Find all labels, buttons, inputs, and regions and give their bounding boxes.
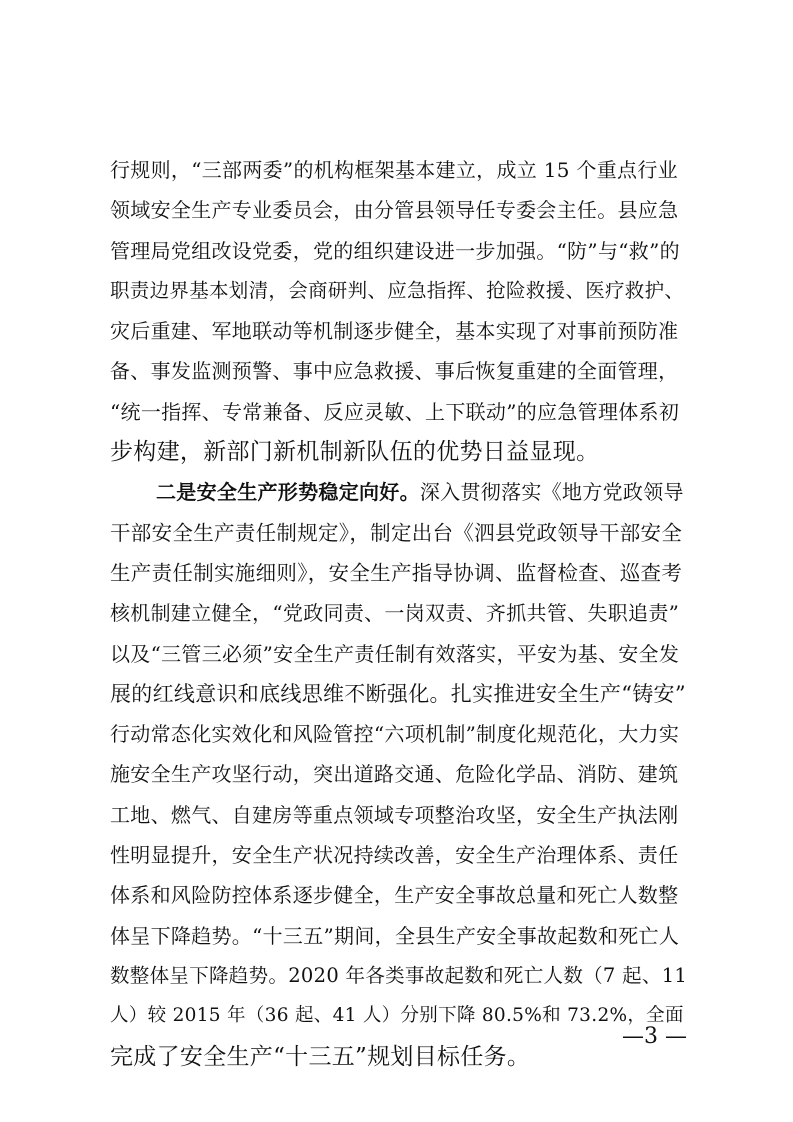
text-line: 步构建，新部门新机制新队伍的优势日益显现。 (110, 439, 600, 466)
text-line: 核机制建立健全，“党政同责、一岗双责、齐抓共管、失职追责” (110, 601, 680, 626)
text-line: “统一指挥、专常兼备、反应灵敏、上下联动”的应急管理体系初 (110, 399, 680, 424)
text-line: 备、事发监测预警、事中应急救援、事后恢复重建的全面管理， (110, 359, 679, 384)
text-line: 以及“三管三必须”安全生产责任制有效落实，平安为基、安全发 (110, 641, 680, 666)
body-text (110, 150, 690, 1077)
text-line: 职责边界基本划清，会商研判、应急指挥、抢险救援、医疗救护、 (110, 278, 685, 302)
text-line: 数整体呈下降趋势。2020 年各类事故起数和死亡人数（7 起、11 (110, 963, 688, 987)
text-line: 干部安全生产责任制规定》，制定出台《泗县党政领导干部安全 (110, 520, 683, 545)
text-line: 行动常态化实效化和风险管控“六项机制”制度化规范化，大力实 (110, 722, 680, 747)
text-line: 工地、燃气、自建房等重点领域专项整治攻坚，安全生产执法刚 (110, 802, 679, 827)
text-line: 体系和风险防控体系逐步健全，生产安全事故总量和死亡人数整 (110, 883, 679, 908)
text-line: 灾后重建、军地联动等机制逐步健全，基本实现了对事前预防准 (110, 319, 679, 344)
text-line: 管理局党组改设党委，党的组织建设进一步加强。“防”与“救”的 (110, 238, 680, 263)
page-number: —3 — (622, 1024, 687, 1049)
text-line: 领域安全生产专业委员会，由分管县领导任专委会主任。县应急 (110, 198, 679, 223)
text-line: 展的红线意识和底线思维不断强化。扎实推进安全生产“铸安” (110, 681, 686, 706)
paragraph-first-line (110, 472, 690, 512)
text-line: 体呈下降趋势。“十三五”期间，全县生产安全事故起数和死亡人 (110, 923, 680, 948)
text-line: 施安全生产攻坚行动，突出道路交通、危险化学品、消防、建筑 (110, 762, 679, 787)
text-line: 生产责任制实施细则》，安全生产指导协调、监督检查、巡查考 (110, 560, 683, 585)
text-line: 人）较 2015 年（36 起、41 人）分别下降 80.5%和 73.2%，全面 (110, 1005, 684, 1027)
text-line: 性明显提升，安全生产状况持续改善，安全生产治理体系、责任 (110, 843, 679, 868)
paragraph-lead-heading: 二是安全生产形势稳定向好。 (156, 480, 420, 505)
text-line: 行规则，“三部两委”的机构框架基本建立，成立 15 个重点行业 (110, 158, 678, 182)
text-line: 完成了安全生产“十三五”规划目标任务。 (110, 1043, 531, 1070)
text-span: 深入贯彻落实《地方党政领导 (419, 480, 684, 505)
